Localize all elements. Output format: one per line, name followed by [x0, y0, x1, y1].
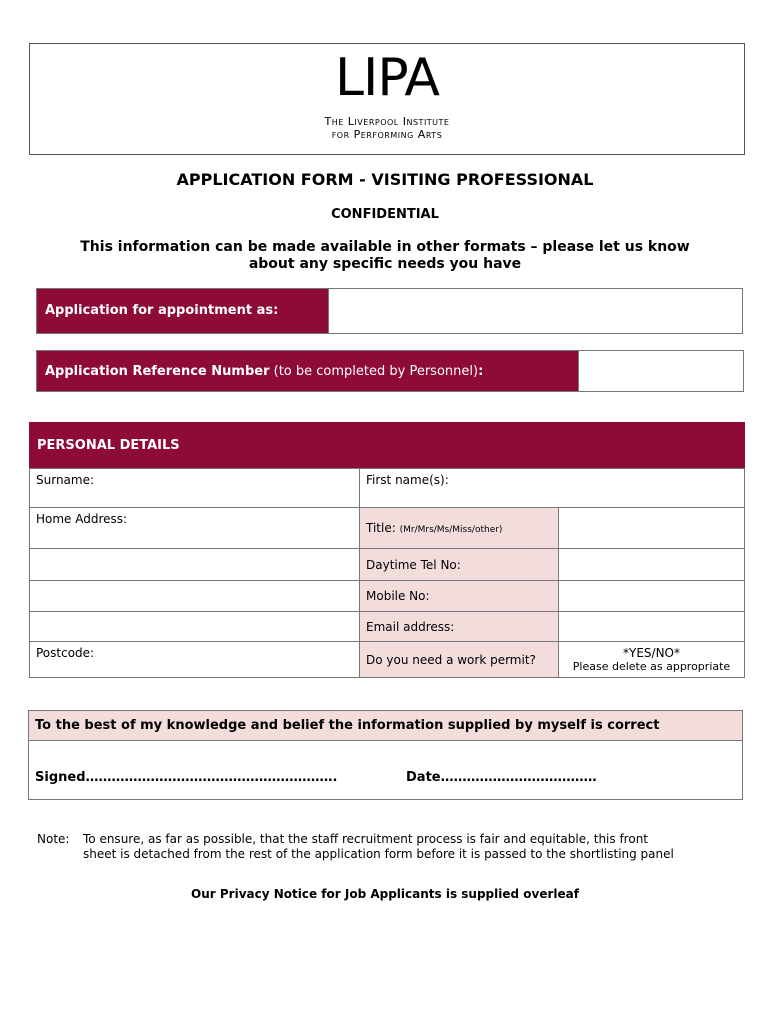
note-label: Note: — [37, 832, 70, 846]
signed-line: Signed…………………………………………………. — [35, 770, 338, 785]
title-label-cell — [359, 507, 559, 549]
mobile-field[interactable] — [558, 580, 745, 612]
work-permit-label: Do you need a work permit? — [359, 641, 559, 678]
mobile-label: Mobile No: — [359, 580, 559, 612]
surname-field[interactable] — [29, 468, 360, 508]
logo-subtitle-line1: The Liverpool Institute — [324, 115, 450, 128]
reference-label-bold: Application Reference Number — [45, 364, 270, 379]
surname-label: Surname: — [36, 473, 95, 487]
signature-box[interactable] — [28, 740, 743, 800]
declaration-statement: To the best of my knowledge and belief the information supplied by myself is correct — [28, 710, 743, 741]
yes-no-option: *YES/NO* — [623, 646, 680, 660]
title-field[interactable] — [558, 507, 745, 549]
page-title: APPLICATION FORM - VISITING PROFESSIONAL — [176, 170, 594, 189]
daytime-tel-label: Daytime Tel No: — [359, 548, 559, 581]
formats-notice — [0, 239, 770, 273]
appointment-label: Application for appointment as: — [36, 288, 329, 334]
formats-notice-line2: about any specific needs you have — [248, 256, 522, 272]
home-address-field[interactable] — [29, 507, 360, 549]
daytime-tel-field[interactable] — [558, 548, 745, 581]
note-line1: To ensure, as far as possible, that the staff recruitment process is fair and equitable, this front — [83, 832, 649, 846]
personal-details-heading: PERSONAL DETAILS — [29, 422, 745, 469]
postcode-label: Postcode: — [36, 646, 95, 660]
reference-label-note: (to be completed by Personnel) — [269, 364, 479, 379]
address-line-2[interactable] — [29, 548, 360, 581]
address-line-3[interactable] — [29, 580, 360, 612]
title-label: Title: — [366, 521, 396, 535]
reference-label — [36, 350, 579, 392]
formats-notice-line1: This information can be made available in other formats – please let us know — [80, 239, 690, 255]
logo-subtitle-line2: for Performing Arts — [331, 128, 443, 141]
first-name-field[interactable] — [359, 468, 745, 508]
privacy-notice: Our Privacy Notice for Job Applicants is supplied overleaf — [191, 887, 579, 901]
confidential-label: CONFIDENTIAL — [331, 207, 439, 222]
lipa-logo: LIPA — [335, 48, 439, 108]
work-permit-field[interactable] — [558, 641, 745, 678]
appointment-field[interactable] — [328, 288, 743, 334]
postcode-field[interactable] — [29, 641, 360, 678]
delete-note: Please delete as appropriate — [572, 660, 731, 673]
email-field[interactable] — [558, 611, 745, 642]
reference-label-colon: : — [478, 364, 484, 379]
note-text — [83, 832, 763, 862]
date-line: Date……………………………… — [406, 770, 597, 785]
address-line-4[interactable] — [29, 611, 360, 642]
email-label: Email address: — [359, 611, 559, 642]
logo-box — [29, 43, 745, 155]
reference-field[interactable] — [578, 350, 744, 392]
first-name-label: First name(s): — [366, 473, 449, 487]
note-line2: sheet is detached from the rest of the application form before it is passed to the shortlisting panel — [83, 847, 674, 861]
home-address-label: Home Address: — [36, 512, 128, 526]
title-hint: (Mr/Mrs/Ms/Miss/other) — [399, 525, 503, 535]
